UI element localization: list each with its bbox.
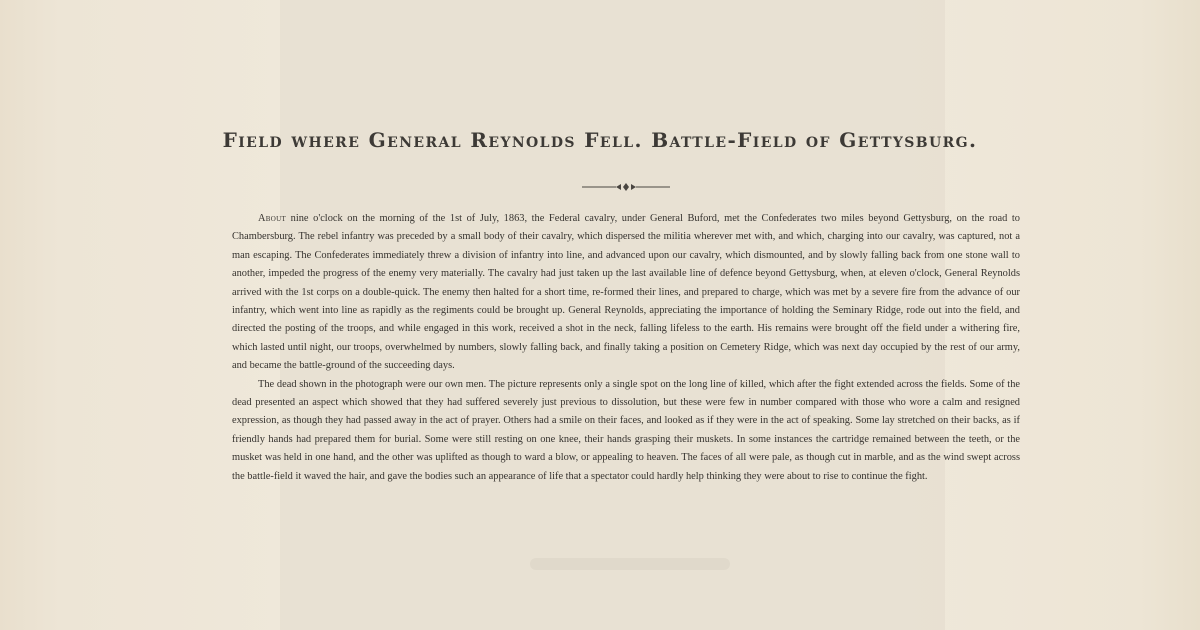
faint-bleedthrough-mark — [530, 558, 730, 570]
title-container — [0, 128, 1200, 152]
paragraph-2 — [232, 376, 1020, 486]
paragraph-1-text: nine o'clock on the morning of the 1st of July, 1863, the Federal cavalry, under General Buford, met the Confederates two miles beyond Gettysburg, on the road to Chambersburg. The rebel infantry was preceded by a small body of their cavalry, which dispersed the militia wherever met with, and which, charging into our cavalry, was captured, not a man escaping. The Confederates immediately threw a division of infantry into line, and advanced upon our cavalry, which dismounted, and by slowly falling back from one stone wall to another, impeded the progress of the enemy very materially. The cavalry had just taken up the last available line of defence beyond Gettysburg, when, at eleven o'clock, General Reynolds arrived with the 1st corps on a double-quick. The enemy then halted for a short time, re-formed their lines, and prepared to charge, which was met by a severe fire from the advance of our infantry, which went into line as rapidly as the regiments could be brought up. General Reynolds, appreciating the importance of holding the Seminary Ridge, rode out into the field, and directed the posting of the troops, and while engaged in this work, received a shot in the neck, falling lifeless to the earth. His remains were brought off the field under a withering fire, which lasted until night, our troops, overwhelmed by numbers, slowly falling back, and finally taking a position on Cemetery Ridge, which was next day occupied by the rest of our army, and became the battle-ground of the succeeding days. — [232, 213, 1020, 372]
paragraph-1-lead: About — [258, 213, 287, 224]
page-title: Field where General Reynolds Fell. Battle-Field of Gettysburg. — [222, 128, 978, 152]
paragraph-2-text: The dead shown in the photograph were our own men. The picture represents only a single spot on the long line of killed, which after the fight extended across the fields. Some of the dead presented an aspect which showed that they had suffered severely just previous to dissolution, but these were few in number compared with those who wore a calm and resigned expression, as though they had passed away in the act of prayer. Others had a smile on their faces, and looked as if they were in the act of speaking. Some lay stretched on their backs, as if friendly hands had prepared them for burial. Some were still resting on one knee, their hands grasping their muskets. In some instances the cartridge remained between the teeth, or the musket was held in one hand, and the other was uplifted as though to ward a blow, or appealing to heaven. The faces of all were pale, as though cut in marble, and as the wind swept across the battle-field it waved the hair, and gave the bodies such an appearance of life that a spectator could hardly help thinking they were about to rise to continue the fight. — [232, 378, 1020, 482]
body-text — [232, 210, 1020, 486]
ornament-divider-icon — [582, 181, 670, 193]
paragraph-1 — [232, 210, 1020, 376]
